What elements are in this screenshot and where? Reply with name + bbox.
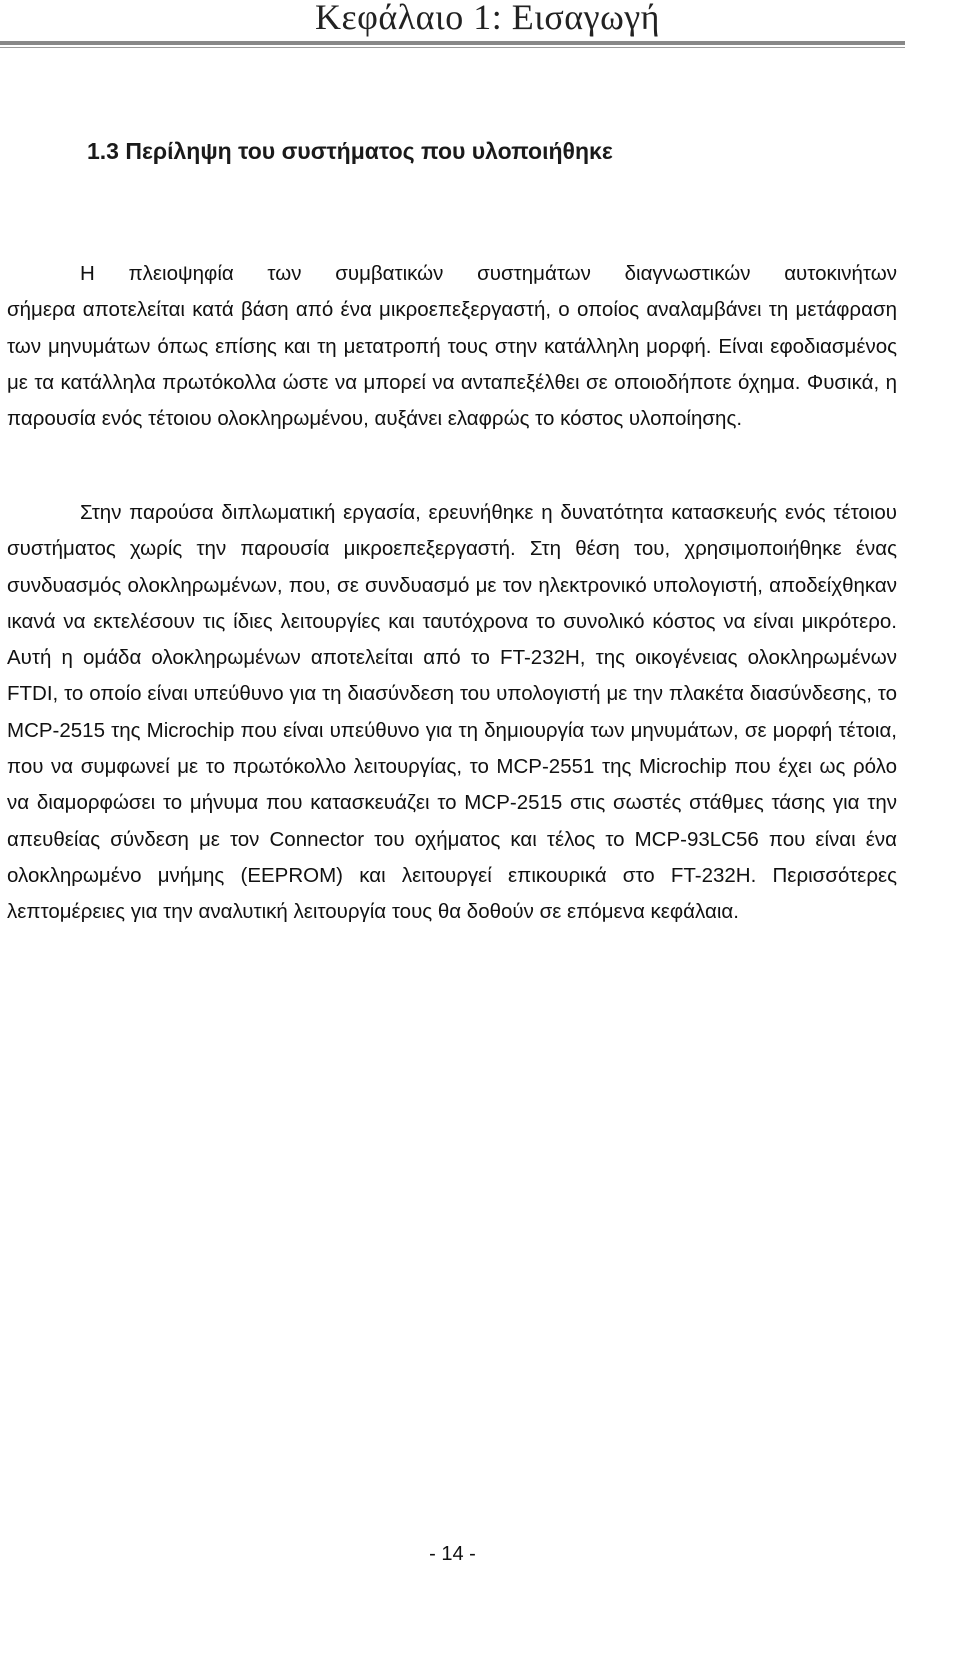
paragraph-2: Στην παρούσα διπλωματική εργασία, ερευνήθηκε η δυνατότητα κατασκευής ενός τέτοιου συστήματος χωρίς την παρουσία μικροεπεξεργαστή. Στη θέση του, χρησιμοποιήθηκε ένας συνδυασμός ολοκληρωμένων, που, σε συνδυασμό με τον ηλεκτρονικό υπολογιστή, αποδείχθηκαν ικανά να εκτελέσουν τις ίδιες λειτουργίες και ταυτόχρονα το συνολικό κόστος να είναι μικρότερο. Αυτή η ομάδα ολοκληρωμένων αποτελείται από το FT-232H, της οικογένειας ολοκληρωμένων FTDI, το οποίο είναι υπεύθυνο για τη διασύνδεση του υπολογιστή με την πλακέτα διασύνδεσης, το MCP-2515 της Microchip που είναι υπεύθυνο για τη δημιουργία των μηνυμάτων, σε μορφή τέτοια, που να συμφωνεί με το πρωτόκολλο λειτουργίας, το MCP-2551 της Microchip που έχει ως ρόλο να διαμορφώσει το μήνυμα που κατασκευάζει το MCP-2515 στις σωστές στάθμες τάσης για την απευθείας σύνδεση με τον Connector του οχήματος και τέλος το MCP-93LC56 που είναι ένα ολοκληρωμένο μνήμης (EEPROM) και λειτουργεί επικουρικά στο FT-232H. Περισσότερες λεπτομέρειες για την αναλυτική λειτουργία τους θα δοθούν σε επόμενα κεφάλαια. xyxy=(7,501,897,924)
paragraph-1-first-line: Η πλειοψηφία των συμβατικών συστημάτων διαγνωστικών αυτοκινήτων xyxy=(80,262,897,285)
paragraph-1 xyxy=(7,256,897,437)
page-number: - 14 - xyxy=(429,1543,476,1565)
header-rule-thin xyxy=(0,47,905,48)
chapter-title: Κεφάλαιο 1: Εισαγωγή xyxy=(314,0,660,37)
header-rule xyxy=(0,41,905,45)
running-header xyxy=(0,0,960,44)
section-heading: 1.3 Περίληψη του συστήματος που υλοποιήθηκε xyxy=(87,138,613,164)
paragraph-1-rest: σήμερα αποτελείται κατά βάση από ένα μικροεπεξεργαστή, ο οποίος αναλαμβάνει τη μετάφραση των μηνυμάτων όπως επίσης και τη μετατροπή τους στην κατάλληλη μορφή. Είναι εφοδιασμένος με τα κατάλληλα πρωτόκολλα ώστε να μπορεί να ανταπεξέλθει σε οποιοδήποτε όχημα. Φυσικά, η παρουσία ενός τέτοιου ολοκληρωμένου, αυξάνει ελαφρώς το κόστος υλοποίησης. xyxy=(7,298,897,431)
